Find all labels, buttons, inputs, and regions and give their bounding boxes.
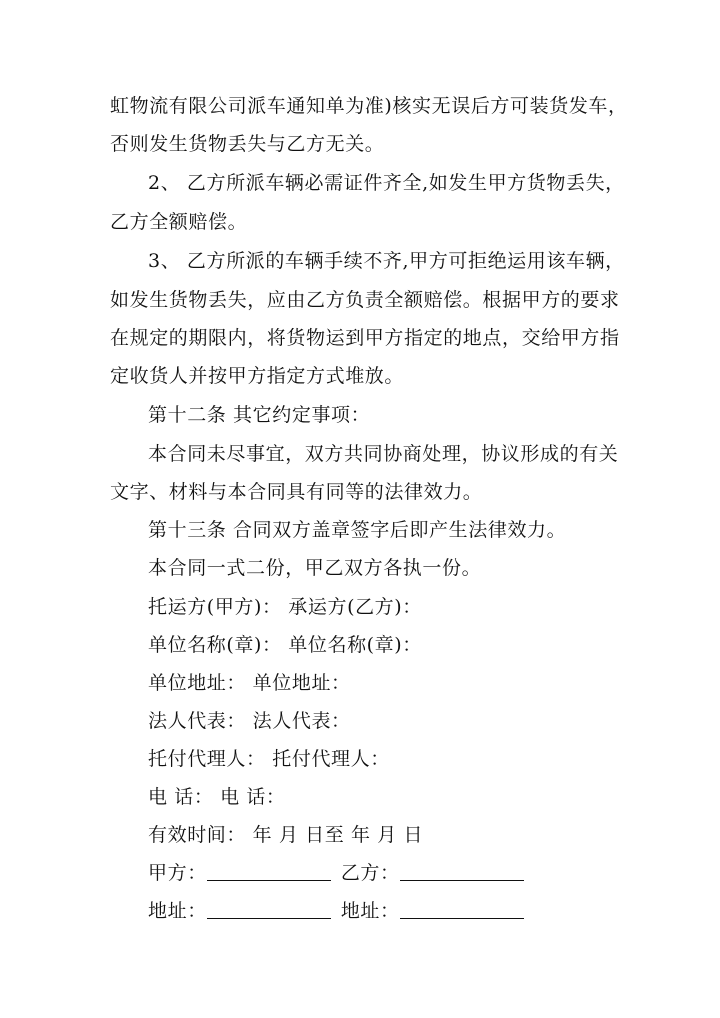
article-12-line-2: 文字、材料与本合同具有同等的法律效力。: [110, 481, 483, 503]
unit-name-line: 单位名称(章)： 单位名称(章)：: [148, 634, 422, 656]
clause-3-line-3: 在规定的期限内，将货物运到甲方指定的地点，交给甲方指: [110, 327, 620, 349]
party-a-label: 甲方：: [148, 862, 207, 884]
party-b-blank[interactable]: [400, 862, 524, 881]
clause-2-line-1: 2、 乙方所派车辆必需证件齐全,如发生甲方货物丢失，: [148, 172, 625, 194]
consignor-carrier-line: 托运方(甲方)： 承运方(乙方)：: [148, 596, 422, 618]
clause-3-line-4: 定收货人并按甲方指定方式堆放。: [110, 365, 405, 387]
valid-period-line: 有效时间： 年 月 日至 年 月 日: [148, 824, 424, 846]
agent-line: 托付代理人： 托付代理人：: [148, 748, 390, 770]
clause-2-line-2: 乙方全额赔偿。: [110, 211, 248, 233]
phone-line: 电 话： 电 话：: [148, 786, 286, 808]
text-line-2: 否则发生货物丢失与乙方无关。: [110, 133, 385, 155]
clause-3-line-2: 如发生货物丢失，应由乙方负责全额赔偿。根据甲方的要求: [110, 289, 620, 311]
party-b-label: 乙方：: [340, 862, 400, 884]
signature-line: [148, 861, 620, 885]
unit-address-line: 单位地址： 单位地址：: [148, 672, 351, 694]
article-12-heading: 第十二条 其它约定事项：: [148, 404, 371, 426]
article-13-line: 第十三条 合同双方盖章签字后即产生法律效力。: [148, 519, 567, 541]
address-a-blank[interactable]: [207, 900, 331, 919]
address-a-label: 地址：: [148, 900, 207, 922]
clause-3-line-1: 3、 乙方所派的车辆手续不齐,甲方可拒绝运用该车辆，: [148, 250, 625, 272]
legal-rep-line: 法人代表： 法人代表：: [148, 710, 351, 732]
address-b-label: 地址：: [340, 900, 400, 922]
address-b-blank[interactable]: [400, 900, 524, 919]
article-12-line-1: 本合同未尽事宜，双方共同协商处理，协议形成的有关: [148, 443, 619, 465]
party-a-blank[interactable]: [207, 862, 331, 881]
copies-line: 本合同一式二份，甲乙双方各执一份。: [148, 557, 482, 579]
text-line-1: 虹物流有限公司派车通知单为准)核实无误后方可装货发车，: [110, 95, 628, 117]
address-line: [148, 899, 620, 923]
